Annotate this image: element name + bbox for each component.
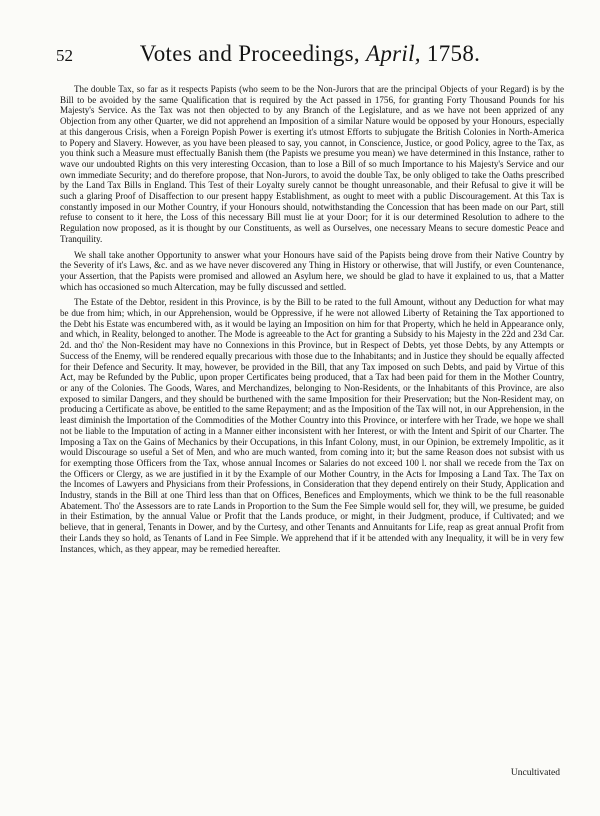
page-header [56,36,564,76]
page-number: 52 [56,46,73,65]
paragraph: The double Tax, so far as it respects Papists (who seem to be the Non-Jurors that are the principal Objects of your Regard) is by the Bill to be avoided by the same Qualification that is required by the Act passed in 1756, for granting Forty Thousand Pounds for his Majesty's Service. As the Tax was not then objected to by any Branch of the Legislature, and as we have not been apprized of any Objection from any other Quarter, we did not apprehend an Imposition of a similar Nature would be opposed by your Honours, especially at this dangerous Crisis, when a Foreign Popish Power is exerting it's utmost Efforts to subjugate the British Colonies in North-America to Popery and Slavery. However, as you have been pleased to say, you cannot, in Conscience, Justice, or good Policy, agree to the Tax, as you think such a Measure must effectually Banish them (the Papists we presume you mean) we have determined in this Instance, rather to wave our undoubted Rights on this very interesting Occasion, than to lose a Bill of so much Importance to his Majesty's Service and our own immediate Security; and do therefore propose, that Non-Jurors, to avoid the double Tax, be only obliged to take the Oaths prescribed by the Land Tax Bills in England. This Test of their Loyalty surely cannot be thought unreasonable, and their Refusal to give it will be such a glaring Proof of Disaffection to our present happy Establishment, as ought to meet with a public Discouragement. At this Tax is constantly imposed in our Mother Country, if your Honours should, notwithstanding the Concession that has been made on our Part, still refuse to consent to it here, the Loss of this necessary Bill must lie at your Door; for it is our determined Resolution to adhere to the Regulation now proposed, as it is thought by our Constituents, as well as Ourselves, one necessary Means to secure domestic Peace and Tranquility. [60,84,564,244]
paragraph: The Estate of the Debtor, resident in this Province, is by the Bill to be rated to the full Amount, without any Deduction for what may be due from him; which, in our Apprehension, would be Oppressive, if he were not allowed Liberty of Retaining the Tax apportioned to the Debt his Estate was encumbered with, as it would be laying an Imposition on him for that Property, which he held in Appearance only, and which, in Reality, belonged to another. The Mode is agreeable to the Act for granting a Subsidy to his Majesty in the 22d and 23d Car. 2d. and tho' the Non-Resident may have no Connexions in this Province, but in Respect of Debts, yet those Debts, by any Attempts or Success of the Enemy, will be rendered equally precarious with those due to the Inhabitants; and in Justice they should be equally affected for their Defence and Security. It may, however, be provided in the Bill, that any Tax imposed on such Debts, and paid by Virtue of this Act, may be Refunded by the Public, upon proper Certificates being produced, that a Tax had been paid for them in the Mother Country, or any of the Colonies. The Goods, Wares, and Merchandizes, belonging to Non-Residents, or the Inhabitants of this Province, are also exposed to similar Dangers, and they should be burthened with the same Imposition for their Preservation; but the Non-Resident may, on producing a Certificate as above, be entitled to the same Repayment; and as the Imposition of the Tax will not, in our Apprehension, in the least diminish the Importation of the Commodities of the Mother Country into this Province, or interfere with her Trade, we hope we shall not be liable to the Imputation of acting in a Manner either inconsistent with her Interest, or with the Intent and Spirit of our Charter. The Imposing a Tax on the Gains of Mechanics by their Occupations, in this Infant Colony, must, in our Opinion, be extremely Impolitic, as it would Discourage so useful a Set of Men, and who are much wanted, from coming into it; but the same Reason does not subsist with us for exempting those Officers from the Tax, whose annual Incomes or Salaries do not exceed 100 l. nor shall we recede from the Tax on the Officers or Clergy, as we are justified in it by the Example of our Mother Country, in the Acts for Imposing a Land Tax. The Tax on the Incomes of Lawyers and Physicians from their Professions, in Consideration that they depend entirely on their Study, Application and Industry, stands in the Bill at one Third less than that on Offices, Benefices and Employments, which we think to be the full reasonable Abatement. Tho' the Assessors are to rate Lands in Proportion to the Sum the Fee Simple would sell for, they will, we presume, be guided in their Estimation, by the annual Value or Profit that the Lands produce, or might, in their Judgment, produce, if Cultivated; and we believe, that in general, Tenants in Dower, and by the Curtesy, and other Tenants and Annuitants for Life, reap as great annual Profit from their Lands they so hold, as Tenants of Land in Fee Simple. We apprehend that if it be attended with any Inequality, it will be in very few Instances, which, as they appear, may be remedied hereafter. [60,297,564,554]
catchword: Uncultivated [510,768,560,778]
title-main: Votes and Proceedings, [139,41,367,66]
running-title [56,41,564,67]
title-month: April, [366,41,421,66]
body-text [60,84,564,559]
title-year: 1758. [420,41,481,66]
paragraph: We shall take another Opportunity to answer what your Honours have said of the Papists being drove from their Native Country by the Severity of it's Laws, &c. and as we have never discovered any Thing in History or otherwise, that will Justify, or even Countenance, your Assertion, that the Papists were promised and allowed an Asylum here, we should be glad to have it explained to us, that a Matter which has occasioned so much Altercation, may be fully discussed and settled. [60,249,564,292]
